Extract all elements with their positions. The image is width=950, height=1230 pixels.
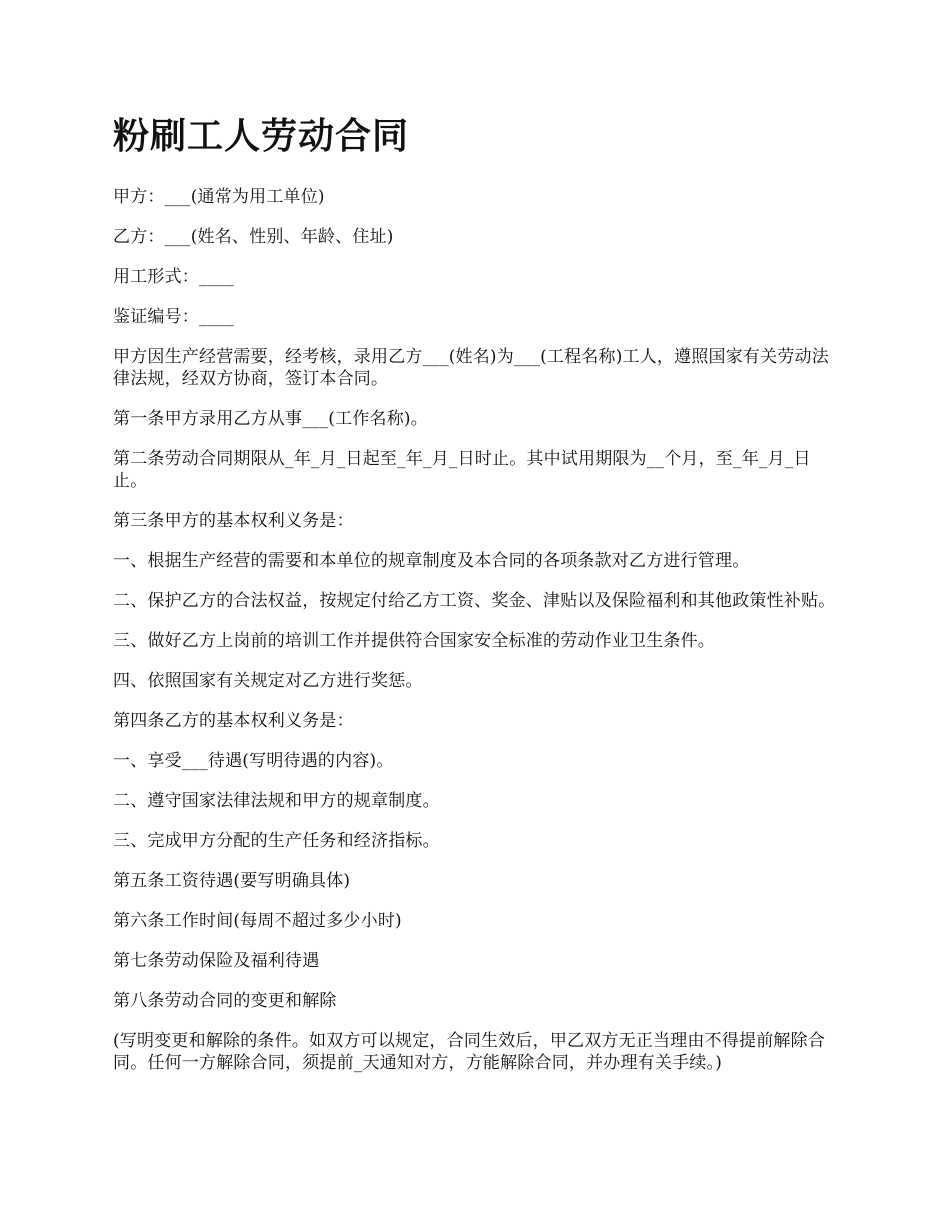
article-4-item-1: 一、享受___待遇(写明待遇的内容)。 [113, 751, 394, 771]
article-3-item-4: 四、依照国家有关规定对乙方进行奖惩。 [113, 671, 423, 691]
verification-number-line: 鉴证编号：____ [113, 307, 234, 327]
article-7: 第七条劳动保险及福利待遇 [113, 951, 320, 971]
document-body [113, 112, 843, 1092]
article-3-item-2: 二、保护乙方的合法权益，按规定付给乙方工资、奖金、津贴以及保险福利和其他政策性补贴。 [113, 591, 836, 611]
article-3-heading: 第三条甲方的基本权利义务是： [113, 511, 354, 531]
article-2: 第二条劳动合同期限从_年_月_日起至_年_月_日时止。其中试用期限为__个月，至_年_月_日止。 [113, 449, 811, 491]
article-3-item-3: 三、做好乙方上岗前的培训工作并提供符合国家安全标准的劳动作业卫生条件。 [113, 631, 715, 651]
employment-form-line: 用工形式：____ [113, 267, 234, 287]
article-4-item-3: 三、完成甲方分配的生产任务和经济指标。 [113, 831, 440, 851]
document-title: 粉刷工人劳动合同 [113, 115, 410, 157]
intro-paragraph: 甲方因生产经营需要，经考核，录用乙方___(姓名)为___(工程名称)工人，遵照国家有关劳动法律法规，经双方协商，签订本合同。 [113, 347, 829, 389]
article-6: 第六条工作时间(每周不超过多少小时) [113, 911, 402, 931]
article-4-heading: 第四条乙方的基本权利义务是： [113, 711, 354, 731]
article-3-item-1: 一、根据生产经营的需要和本单位的规章制度及本合同的各项条款对乙方进行管理。 [113, 551, 750, 571]
article-8: 第八条劳动合同的变更和解除 [113, 991, 337, 1011]
article-8-note: (写明变更和解除的条件。如双方可以规定，合同生效后，甲乙双方无正当理由不得提前解除合同。任何一方解除合同，须提前_天通知对方，方能解除合同，并办理有关手续。) [113, 1031, 826, 1073]
article-1: 第一条甲方录用乙方从事___(工作名称)。 [113, 409, 428, 429]
party-a-line: 甲方：___(通常为用工单位) [113, 187, 325, 207]
party-b-line: 乙方：___(姓名、性别、年龄、住址) [113, 227, 394, 247]
article-5: 第五条工资待遇(要写明确具体) [113, 871, 351, 891]
article-4-item-2: 二、遵守国家法律法规和甲方的规章制度。 [113, 791, 440, 811]
